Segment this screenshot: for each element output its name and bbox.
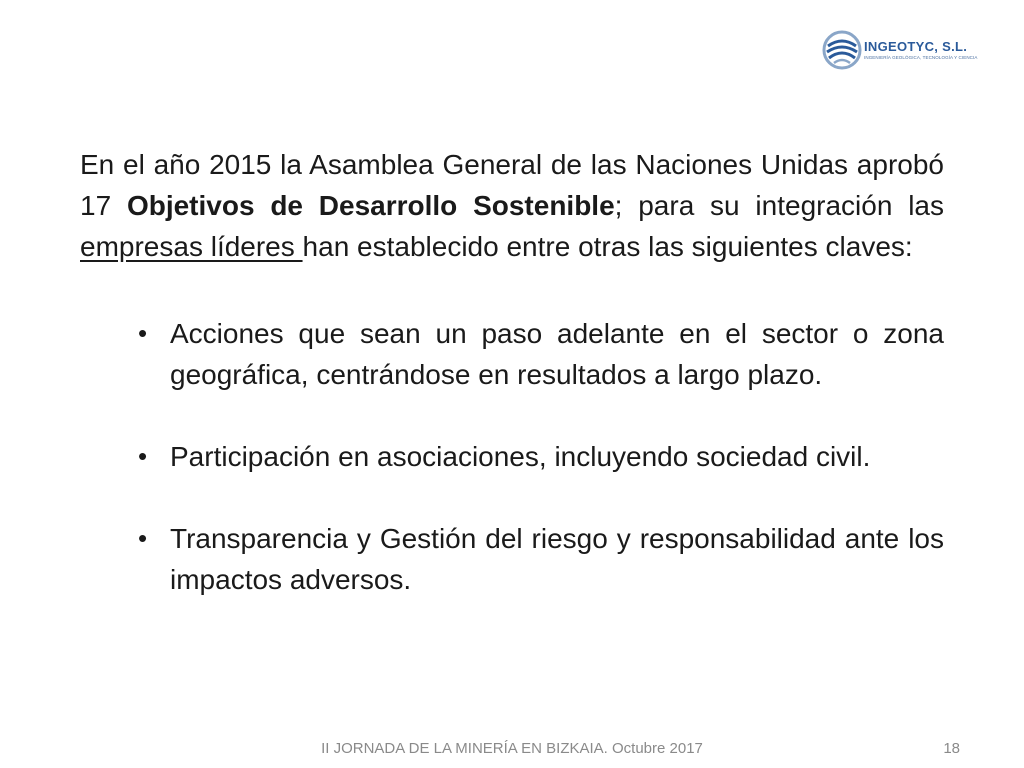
bullet-icon: • <box>138 318 148 348</box>
bullet-icon: • <box>138 523 148 553</box>
intro-text-part2: ; para su integración las <box>614 190 944 221</box>
bullet-item <box>80 518 944 600</box>
logo-tagline: INGENIERÍA GEOLÓGICA, TECNOLOGÍA Y CIENCIA <box>864 54 978 60</box>
company-logo <box>822 28 978 72</box>
intro-paragraph <box>80 144 944 267</box>
intro-text-part3: han establecido entre otras las siguientes claves: <box>302 231 913 262</box>
logo-company-name: INGEOTYC, S.L. <box>864 38 968 54</box>
bullet-icon: • <box>138 441 148 471</box>
ingeotyc-logo-icon <box>822 30 862 70</box>
bullet-text: Participación en asociaciones, incluyendo sociedad civil. <box>170 441 871 472</box>
bullet-text: Acciones que sean un paso adelante en el sector o zona geográfica, centrándose en resultados a largo plazo. <box>170 318 944 390</box>
bullet-text: Transparencia y Gestión del riesgo y responsabilidad ante los impactos adversos. <box>170 523 944 595</box>
bullet-list <box>80 313 944 600</box>
intro-bold-text: Objetivos de Desarrollo Sostenible <box>126 190 615 221</box>
intro-text-part1: En el año 2015 la Asamblea General de las Naciones Unidas aprobó 17 <box>80 149 944 221</box>
bullet-item <box>80 313 944 395</box>
slide-content <box>80 144 944 600</box>
footer-text: II JORNADA DE LA MINERÍA EN BIZKAIA. Octubre 2017 <box>321 740 703 757</box>
intro-underlined-text: empresas líderes <box>80 231 303 262</box>
page-number: 18 <box>943 740 960 757</box>
bullet-item <box>80 436 944 477</box>
